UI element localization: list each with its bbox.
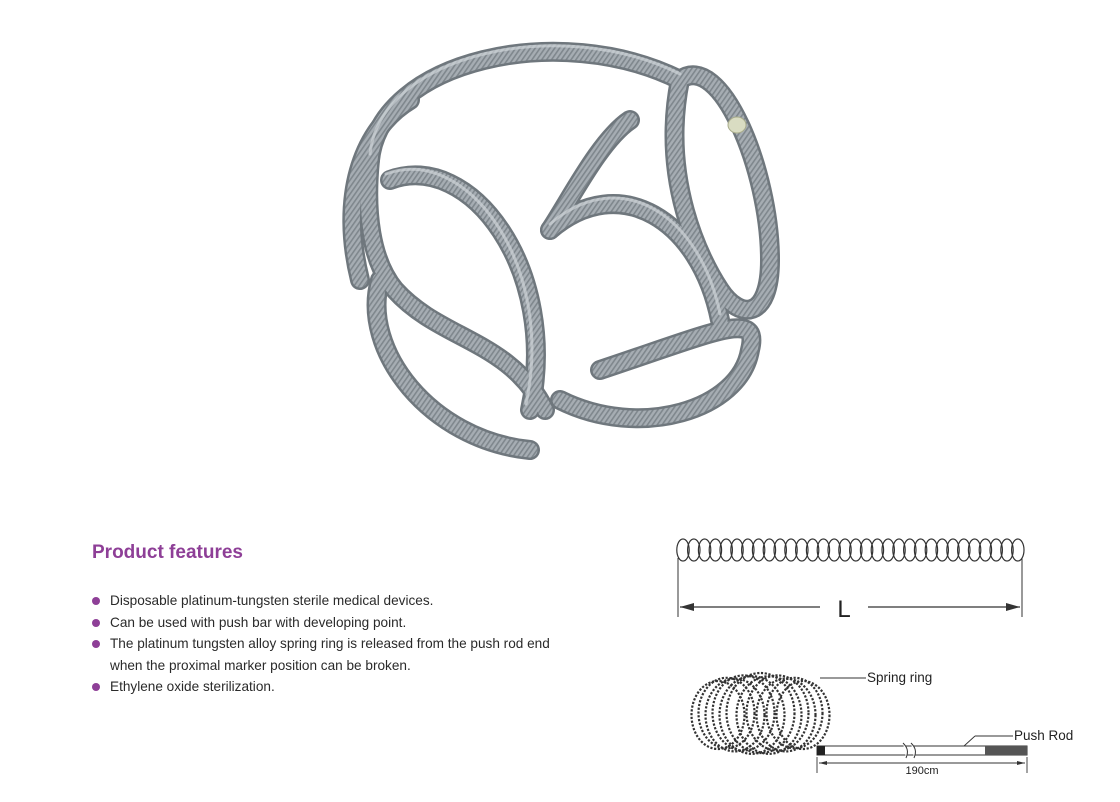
coil-row [677,539,1024,561]
arrow-right-icon [1006,603,1020,611]
push-rod-marker [817,746,825,755]
coil-dimension-diagram [670,525,1090,795]
feature-item: Disposable platinum-tungsten sterile medical devices. [92,590,552,612]
length-label: L [837,596,851,623]
framing-coil-illustration [300,20,820,490]
feature-item: Can be used with push bar with developing point. [92,612,552,634]
feature-item: Ethylene oxide sterilization. [92,676,552,698]
features-list [92,590,552,698]
features-title: Product features [92,542,243,563]
feature-item: The platinum tungsten alloy spring ring is released from the push rod end when the proximal marker position can be broken. [92,633,552,676]
spring-ring-coil [692,673,830,754]
spring-ring-label: Spring ring [867,670,933,685]
push-rod-label: Push Rod [1014,728,1074,743]
push-rod-handle [985,746,1027,755]
arrow-left-icon [680,603,694,611]
push-rod-length: 190cm [905,765,939,777]
